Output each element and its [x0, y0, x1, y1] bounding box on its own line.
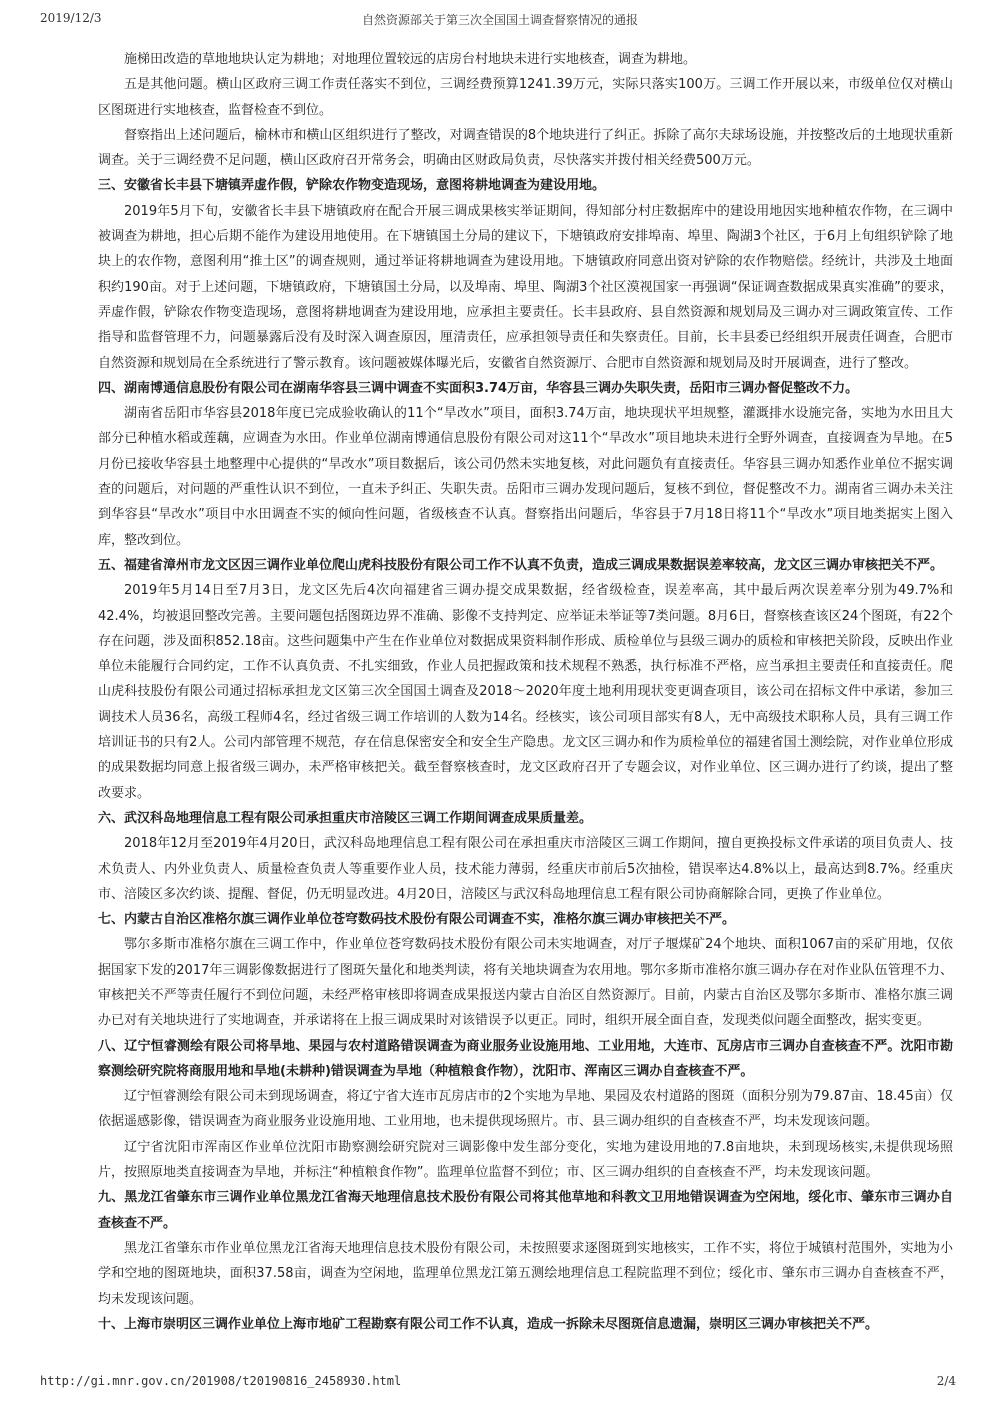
- body-paragraph: 辽宁恒睿测绘有限公司未到现场调查，将辽宁省大连市瓦房店市的2个实地为旱地、果园及农村道路的图斑（面积分别为79.87亩、18.45亩）仅依据遥感影像，错误调查为商业服务业设施用地、工业用地，也未提供现场照片。市、县三调办组织的自查核查不严，均未发现该问题。: [98, 1089, 953, 1130]
- body-paragraph: 湖南省岳阳市华容县2018年度已完成验收确认的11个“旱改水”项目，面积3.74万亩，地块现状平坦规整，灌溉排水设施完备，实地为水田且大部分已种植水稻或莲藕，应调查为水田。作业单位湖南博通信息股份有限公司对这11个“旱改水”项目地块未进行全野外调查，直接调查为旱地。在5月份已接收华容县土地整理中心提供的“旱改水”项目数据后，该公司仍然未实地复核，对此问题负有直接责任。华容县三调办知悉作业单位不据实调查的问题后，对问题的严重性认识不到位，一直未予纠正、失职失责。岳阳市三调办发现问题后，复核不到位，督促整改不力。湖南省三调办未关注到华容县“旱改水”项目中水田调查不实的倾向性问题，省级核查不认真。督察指出问题后，华容县于7月18日将11个“旱改水”项目地类据实上图入库，整改到位。: [98, 406, 953, 548]
- body-paragraph: 2018年12月至2019年4月20日，武汉科岛地理信息工程有限公司在承担重庆市涪陵区三调工作期间，擅自更换投标文件承诺的项目负责人、技术负责人、内外业负责人、质量检查负责人等重要作业人员，技术能力薄弱，经重庆市前后5次抽检，错误率达4.8%以上，最高达到8.7%。经重庆市、涪陵区多次约谈、提醒、督促，仍无明显改进。4月20日，涪陵区与武汉科岛地理信息工程有限公司协商解除合同，更换了作业单位。: [98, 836, 953, 902]
- print-date: 2019/12/3: [40, 11, 102, 25]
- page-number: 2/4: [936, 1374, 956, 1388]
- body-paragraph: 督察指出上述问题后，榆林市和横山区组织进行了整改，对调查错误的8个地块进行了纠正。拆除了高尔夫球场设施，并按整改后的土地现状重新调查。关于三调经费不足问题，横山区政府召开常务会，明确由区财政局负责，尽快落实并拨付相关经费500万元。: [98, 127, 953, 169]
- section-heading: 九、黑龙江省肇东市三调作业单位黑龙江省海天地理信息技术股份有限公司将其他草地和科教文卫用地错误调查为空闲地，绥化市、肇东市三调办自查核查不严。: [98, 1190, 953, 1231]
- page-header: [0, 0, 1000, 30]
- body-paragraph: 辽宁省沈阳市浑南区作业单位沈阳市勘察测绘研究院对三调影像中发生部分变化，实地为建设用地的7.8亩地块，未到现场核实,未提供现场照片，按照原地类直接调查为旱地，并标注“种植粮食作物”。监理单位监督不到位；市、区三调办组织的自查核查不严，均未发现该问题。: [98, 1139, 953, 1181]
- section-heading: 五、福建省漳州市龙文区因三调作业单位爬山虎科技股份有限公司工作不认真不负责，造成三调成果数据误差率较高，龙文区三调办审核把关不严。: [98, 557, 944, 573]
- section-heading: 七、内蒙古自治区准格尔旗三调作业单位苍穹数码技术股份有限公司调查不实，准格尔旗三调办审核把关不严。: [98, 912, 736, 928]
- document-body: [98, 47, 953, 1367]
- body-paragraph: 2019年5月下旬，安徽省长丰县下塘镇政府在配合开展三调成果核实举证期间，得知部分村庄数据库中的建设用地因实地种植农作物，在三调中被调查为耕地，担心后期不能作为建设用地使用。在下塘镇国土分局的建议下，下塘镇政府安排埠南、埠里、陶湖3个社区，于6月上旬组织铲除了地块上的农作物，意图利用“推土区”的调查规则，通过举证将耕地调查为建设用地。下塘镇政府同意出资对铲除的农作物赔偿。经统计，共涉及土地面积约190亩。对于上述问题，下塘镇政府，下塘镇国土分局，以及埠南、埠里、陶湖3个社区漠视国家一再强调“保证调查数据成果真实准确”的要求，弄虚作假，铲除农作物变造现场，意图将耕地调查为建设用地，应承担主要责任。长丰县政府、县自然资源和规划局及三调办对三调政策宣传、工作指导和监督管理不力，问题暴露后没有及时深入调查原因，厘清责任，应承担领导责任和失察责任。目前，长丰县委已经组织开展责任调查，合肥市自然资源和规划局在全系统进行了警示教育。该问题被媒体曝光后，安徽省自然资源厅、合肥市自然资源和规划局及时开展调查，进行了整改。: [98, 203, 953, 371]
- page-url: http://gi.mnr.gov.cn/201908/t20190816_2458930.html: [40, 1374, 402, 1388]
- body-paragraph: 五是其他问题。横山区政府三调工作责任落实不到位，三调经费预算1241.39万元，实际只落实100万。三调工作开展以来，市级单位仅对横山区图斑进行实地核查，监督检查不到位。: [98, 77, 953, 118]
- section-heading: 十、上海市崇明区三调作业单位上海市地矿工程勘察有限公司工作不认真，造成一拆除未尽图斑信息遗漏，崇明区三调办审核把关不严。: [98, 1316, 879, 1332]
- section-heading: 三、安徽省长丰县下塘镇弄虚作假，铲除农作物变造现场，意图将耕地调查为建设用地。: [98, 178, 606, 194]
- section-heading: 六、武汉科岛地理信息工程有限公司承担重庆市涪陵区三调工作期间调查成果质量差。: [98, 810, 593, 826]
- document-title: 自然资源部关于第三次全国国土调查督察情况的通报: [361, 13, 638, 27]
- body-paragraph: 鄂尔多斯市准格尔旗在三调工作中，作业单位苍穹数码技术股份有限公司未实地调查，对厅子堰煤矿24个地块、面积1067亩的采矿用地，仅依据国家下发的2017年三调影像数据进行了图斑矢量化和地类判读，将有关地块调查为农用地。鄂尔多斯市准格尔旗三调办存在对作业队伍管理不力、审核把关不严等责任履行不到位问题，未经严格审核即将调查成果报送内蒙古自治区自然资源厅。目前，内蒙古自治区及鄂尔多斯市、准格尔旗三调办已对有关地块进行了实地调查，并承诺将在上报三调成果时对该错误予以更正。同时，组织开展全面自查，发现类似问题全面整改，据实变更。: [98, 937, 953, 1029]
- section-heading: 八、辽宁恒睿测绘有限公司将旱地、果园与农村道路错误调查为商业服务业设施用地、工业用地，大连市、瓦房店市三调办自查核查不严。沈阳市勘察测绘研究院将商服用地和旱地(未耕种)错误调查为旱地（种植粮食作物），沈阳市、浑南区三调办自查核查不严。: [98, 1038, 953, 1079]
- body-paragraph: 2019年5月14日至7月3日，龙文区先后4次向福建省三调办提交成果数据，经省级检查，误差率高，其中最后两次误差率分别为49.7%和42.4%，均被退回整改完善。主要问题包括图斑边界不准确、影像不支持判定、应举证未举证等7类问题。8月6日，督察核查该区24个图斑，有22个存在问题，涉及面积852.18亩。这些问题集中产生在作业单位对数据成果资料制作形成、质检单位与县级三调办的质检和审核把关阶段，反映出作业单位未能履行合同约定，工作不认真负责、不扎实细致，作业人员把握政策和技术规程不熟悉，执行标准不严格，应当承担主要责任和直接责任。爬山虎科技股份有限公司通过招标承担龙文区第三次全国国土调查及2018～2020年度土地利用现状变更调查项目，该公司在招标文件中承诺，参加三调技术人员36名，高级工程师4名，经过省级三调工作培训的人数为14名。经核实，该公司项目部实有8人，无中高级技术职称人员，具有三调工作培训证书的只有2人。公司内部管理不规范，存在信息保密安全和安全生产隐患。龙文区三调办和作为质检单位的福建省国土测绘院，对作业单位形成的成果数据均同意上报省级三调办，未严格审核把关。截至督察核查时，龙文区政府召开了专题会议，对作业单位、区三调办进行了约谈，提出了整改要求。: [98, 583, 953, 801]
- page-footer: [0, 1374, 1000, 1394]
- body-paragraph: 黑龙江省肇东市作业单位黑龙江省海天地理信息技术股份有限公司，未按照要求逐图斑到实地核实，工作不实，将位于城镇村范围外，实地为小学和空地的图斑地块，面积37.58亩，调查为空闲地，监理单位黑龙江第五测绘地理信息工程院监理不到位；绥化市、肇东市三调办自查核查不严，均未发现该问题。: [98, 1240, 953, 1307]
- section-heading: 四、湖南博通信息股份有限公司在湖南华容县三调中调查不实面积3.74万亩，华容县三调办失职失责，岳阳市三调办督促整改不力。: [98, 380, 859, 396]
- body-paragraph: 施梯田改造的草地地块认定为耕地；对地理位置较远的店房台村地块未进行实地核查，调查为耕地。: [124, 52, 697, 67]
